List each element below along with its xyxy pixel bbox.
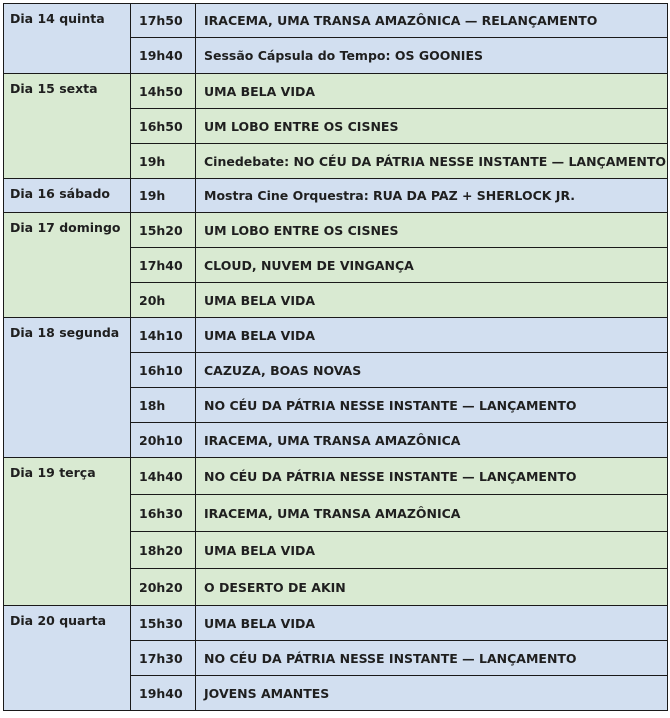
session-title: UMA BELA VIDA [196,283,668,318]
session-title: UMA BELA VIDA [196,318,668,353]
session-title: UMA BELA VIDA [196,74,668,109]
session-title: Cinedebate: NO CÉU DA PÁTRIA NESSE INSTANTE — LANÇAMENTO [196,144,668,179]
session-time: 15h30 [131,606,196,641]
session-title: IRACEMA, UMA TRANSA AMAZÔNICA [196,423,668,458]
table-row [4,318,668,353]
day-label: Dia 16 sábado [4,179,131,213]
session-title: IRACEMA, UMA TRANSA AMAZÔNICA [196,495,668,532]
session-time: 17h30 [131,641,196,676]
day-label: Dia 14 quinta [4,4,131,74]
session-title: CAZUZA, BOAS NOVAS [196,353,668,388]
table-row [4,74,668,109]
table-row [4,4,668,38]
session-title: UMA BELA VIDA [196,532,668,569]
session-title: NO CÉU DA PÁTRIA NESSE INSTANTE — LANÇAMENTO [196,458,668,495]
session-title: UM LOBO ENTRE OS CISNES [196,109,668,144]
session-title: CLOUD, NUVEM DE VINGANÇA [196,248,668,283]
session-time: 20h20 [131,569,196,606]
day-label: Dia 19 terça [4,458,131,606]
session-time: 20h10 [131,423,196,458]
session-title: O DESERTO DE AKIN [196,569,668,606]
session-time: 18h20 [131,532,196,569]
session-time: 14h10 [131,318,196,353]
table-row [4,606,668,641]
session-time: 19h40 [131,676,196,711]
session-time: 20h [131,283,196,318]
table-row [4,179,668,213]
session-time: 18h [131,388,196,423]
session-title: UM LOBO ENTRE OS CISNES [196,213,668,248]
session-time: 17h40 [131,248,196,283]
session-time: 15h20 [131,213,196,248]
session-time: 14h50 [131,74,196,109]
session-time: 19h [131,179,196,213]
session-title: JOVENS AMANTES [196,676,668,711]
day-label: Dia 18 segunda [4,318,131,458]
session-time: 17h50 [131,4,196,38]
session-time: 14h40 [131,458,196,495]
session-title: Sessão Cápsula do Tempo: OS GOONIES [196,38,668,74]
session-title: Mostra Cine Orquestra: RUA DA PAZ + SHERLOCK JR. [196,179,668,213]
session-title: UMA BELA VIDA [196,606,668,641]
day-label: Dia 15 sexta [4,74,131,179]
schedule-body [4,4,668,711]
day-label: Dia 20 quarta [4,606,131,711]
session-time: 19h [131,144,196,179]
table-row [4,213,668,248]
table-row [4,458,668,495]
session-time: 16h30 [131,495,196,532]
session-time: 19h40 [131,38,196,74]
session-title: NO CÉU DA PÁTRIA NESSE INSTANTE — LANÇAMENTO [196,641,668,676]
session-title: NO CÉU DA PÁTRIA NESSE INSTANTE — LANÇAMENTO [196,388,668,423]
day-label: Dia 17 domingo [4,213,131,318]
session-time: 16h50 [131,109,196,144]
session-time: 16h10 [131,353,196,388]
session-title: IRACEMA, UMA TRANSA AMAZÔNICA — RELANÇAMENTO [196,4,668,38]
schedule-table [3,3,668,711]
